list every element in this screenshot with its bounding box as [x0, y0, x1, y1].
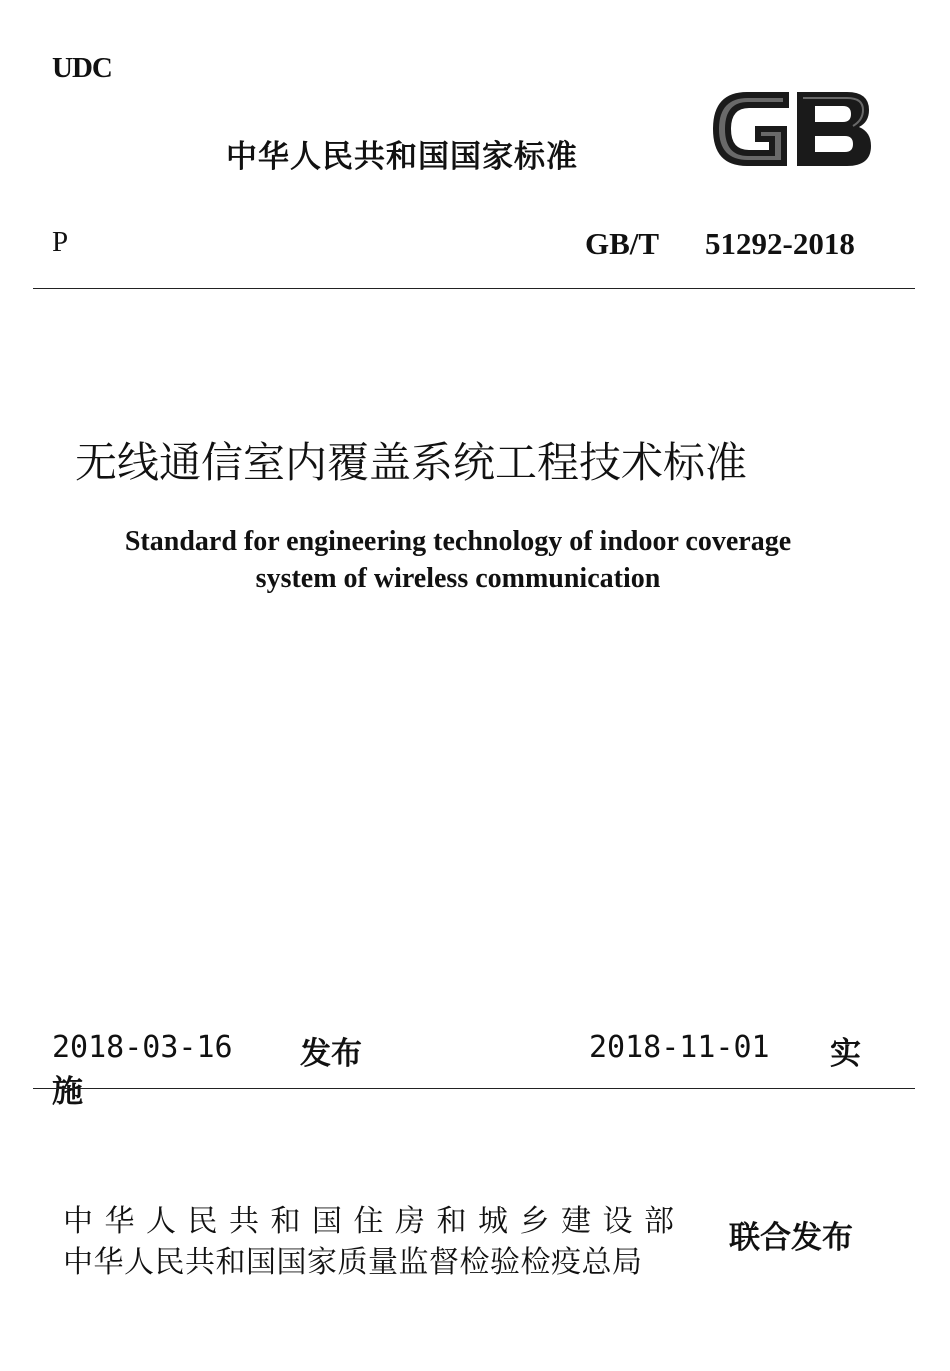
issue-date: 2018-03-16 — [52, 1030, 233, 1065]
issuer-ministry-housing: 中华人民共和国住房和城乡建设部 — [63, 1204, 686, 1239]
implementation-label-part1: 实 — [830, 1036, 861, 1072]
implementation-date: 2018-11-01 — [589, 1030, 770, 1065]
title-english-line-1: Standard for engineering technology of indoor coverage — [124, 526, 792, 557]
top-divider — [33, 288, 915, 289]
issuer-quality-administration: 中华人民共和国国家质量监督检验检疫总局 — [63, 1245, 643, 1280]
bottom-divider — [33, 1088, 915, 1089]
national-standard-heading: 中华人民共和国国家标准 — [226, 139, 578, 175]
standard-prefix: GB/T — [585, 226, 660, 261]
title-english-line-2: system of wireless communication — [255, 563, 661, 594]
gb-logo — [707, 84, 875, 174]
udc-label: UDC — [52, 52, 112, 84]
implementation-label-part2: 施 — [52, 1074, 83, 1110]
joint-issue-label: 联合发布 — [729, 1220, 853, 1256]
issue-label: 发布 — [300, 1036, 362, 1072]
classification-code: P — [52, 226, 69, 258]
title-english — [0, 523, 916, 597]
standard-number: 51292-2018 — [705, 226, 855, 261]
title-chinese: 无线通信室内覆盖系统工程技术标准 — [75, 438, 748, 487]
